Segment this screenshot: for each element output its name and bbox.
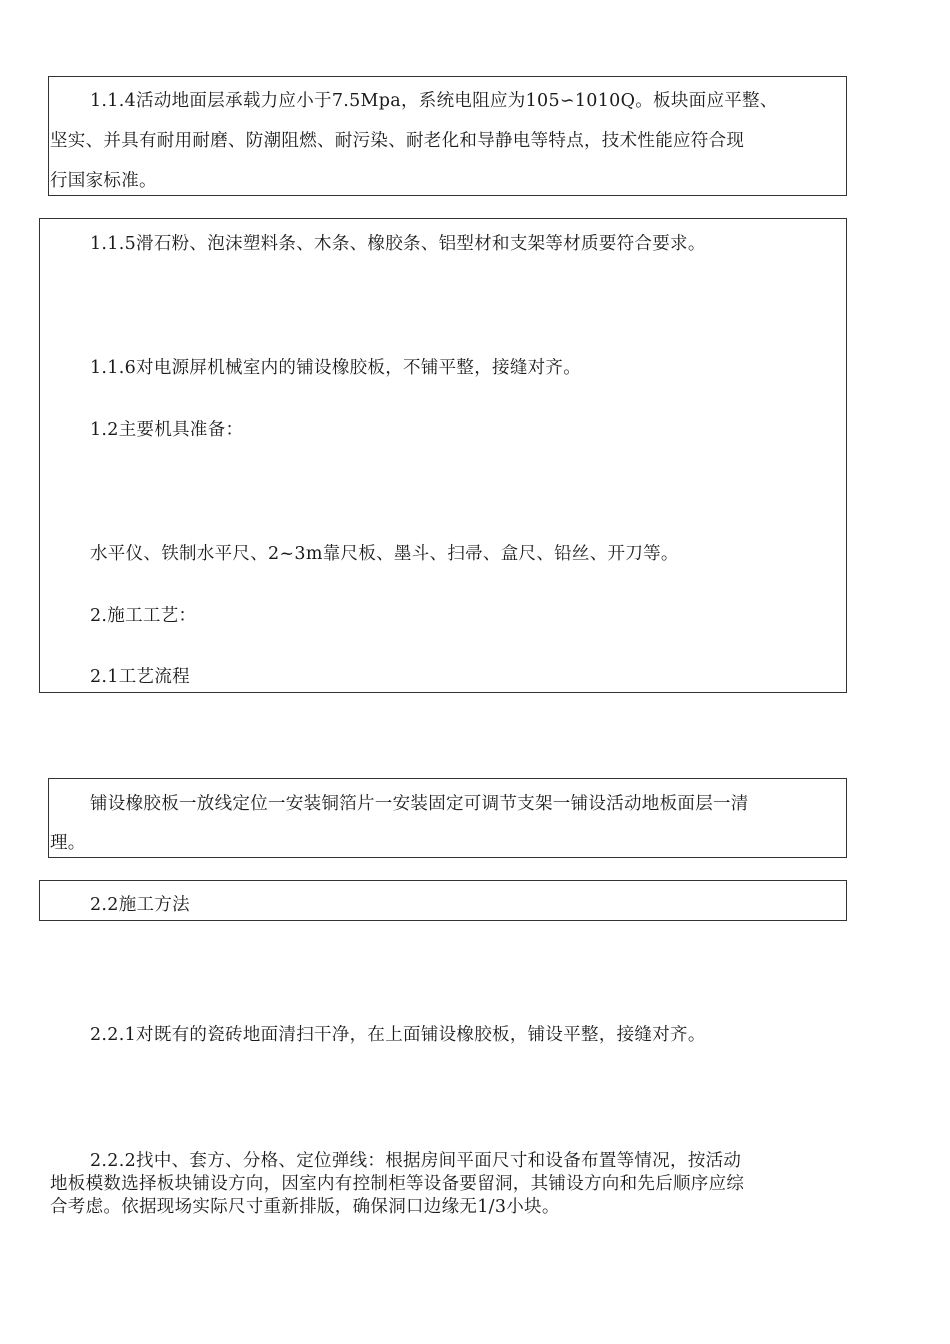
- section-process-flow-box: [48, 778, 847, 858]
- text-1-1-4-line-1: 1.1.4活动地面层承载力应小于7.5Mpa，系统电阻应为105∽1010Q。板块面应平整、: [90, 91, 778, 111]
- text-2-2-2-line-2: 地板模数选择板块铺设方向，因室内有控制柜等设备要留洞，其铺设方向和先后顺序应综: [50, 1174, 745, 1194]
- text-2-2-2-line-1: 2.2.2找中、套方、分格、定位弹线：根据房间平面尺寸和设备布置等情况，按活动: [90, 1151, 742, 1171]
- text-2-2-heading: 2.2施工方法: [90, 895, 190, 915]
- text-2-1-heading: 2.1工艺流程: [90, 667, 190, 687]
- text-1-1-5: 1.1.5滑石粉、泡沫塑料条、木条、橡胶条、铝型材和支架等材质要符合要求。: [90, 234, 706, 254]
- text-tools-list: 水平仪、铁制水平尺、2~3m靠尺板、墨斗、扫帚、盒尺、铅丝、开刀等。: [90, 544, 679, 564]
- text-process-flow-line-2: 理。: [50, 833, 86, 853]
- text-2-2-1: 2.2.1对既有的瓷砖地面清扫干净，在上面铺设橡胶板，铺设平整，接缝对齐。: [90, 1025, 706, 1045]
- text-1-1-4-line-2: 坚实、并具有耐用耐磨、防潮阻燃、耐污染、耐老化和导静电等特点，技术性能应符合现: [50, 131, 745, 151]
- text-2-heading: 2.施工工艺：: [90, 606, 197, 626]
- text-1-2-heading: 1.2主要机具准备：: [90, 420, 244, 440]
- text-1-1-4-line-3: 行国家标准。: [50, 171, 157, 191]
- text-1-1-6: 1.1.6对电源屏机械室内的铺设橡胶板，不铺平整，接缝对齐。: [90, 358, 582, 378]
- text-2-2-2-line-3: 合考虑。依据现场实际尺寸重新排版，确保洞口边缘无1/3小块。: [50, 1197, 560, 1217]
- text-process-flow-line-1: 铺设橡胶板一放线定位一安装铜箔片一安装固定可调节支架一铺设活动地板面层一清: [90, 794, 749, 814]
